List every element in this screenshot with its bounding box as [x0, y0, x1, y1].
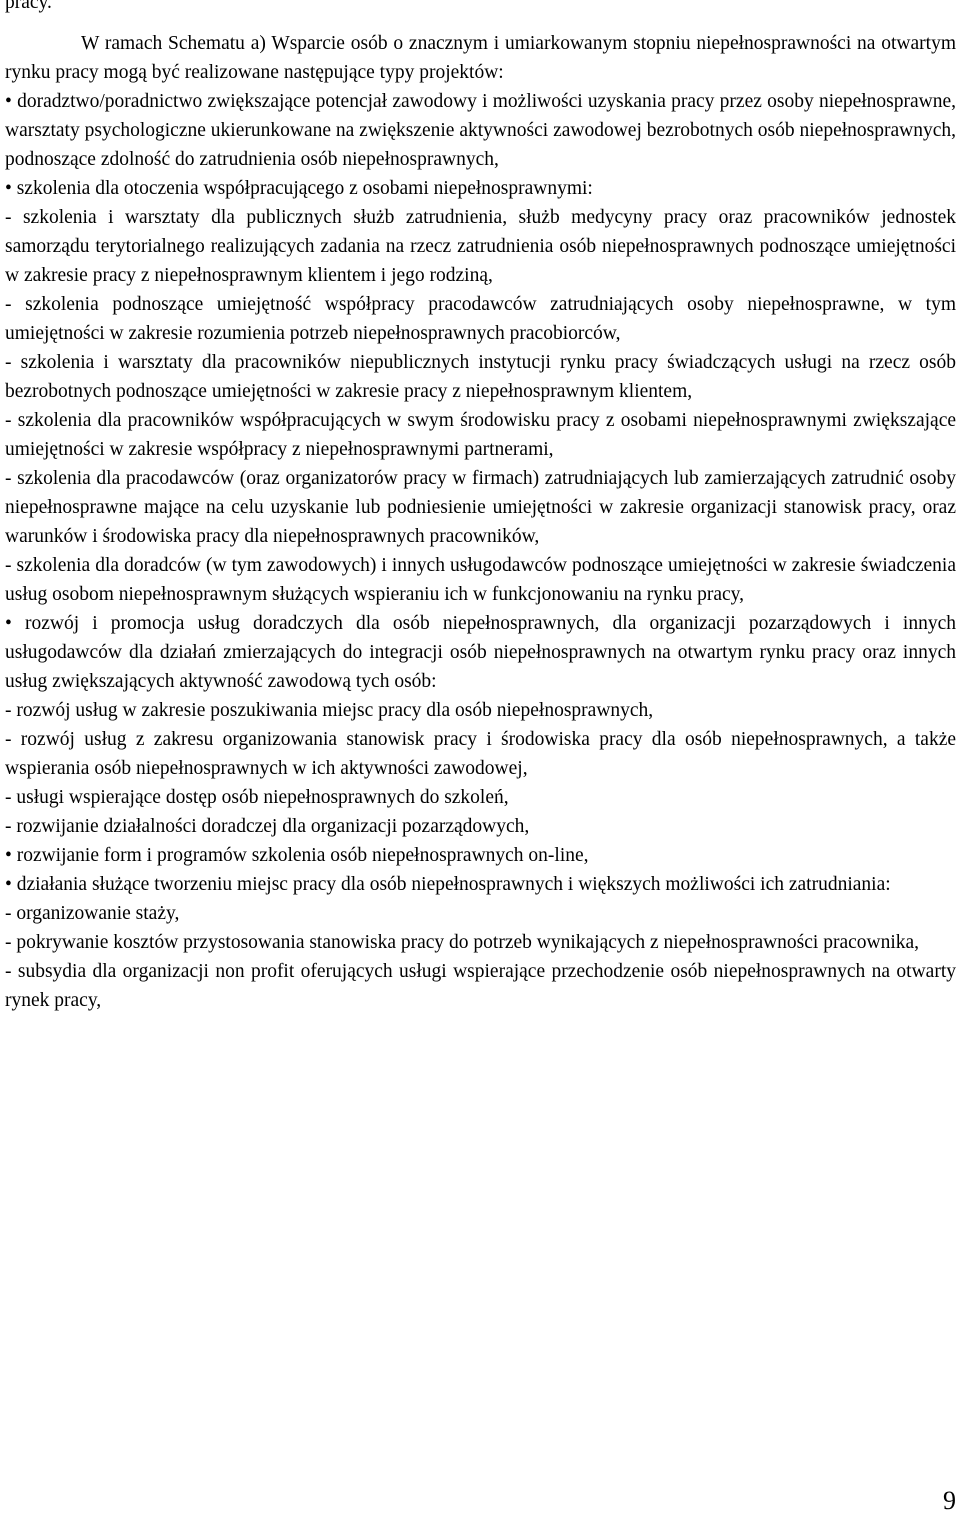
list-item: • działania służące tworzeniu miejsc pracy dla osób niepełnosprawnych i większych możliwości ich zatrudniania: — [5, 874, 891, 895]
list-item: - szkolenia podnoszące umiejętność współpracy pracodawców zatrudniających osoby niepełnosprawne, w tym umiejętności w zakresie rozumienia potrzeb niepełnosprawnych pracobiorców, — [5, 294, 956, 344]
page-number: 9 — [943, 1486, 956, 1515]
list-item: - rozwój usług w zakresie poszukiwania miejsc pracy dla osób niepełnosprawnych, — [5, 700, 654, 721]
list-item: • szkolenia dla otoczenia współpracującego z osobami niepełnosprawnymi: — [5, 178, 593, 199]
list-item: - szkolenia dla pracowników współpracujących w swym środowisku pracy z osobami niepełnosprawnymi zwiększające umiejętności w zakresie współpracy z niepełnosprawnymi partnerami, — [5, 410, 956, 460]
list-item: - organizowanie staży, — [5, 903, 180, 924]
previous-page-fragment: pracy. — [5, 0, 52, 13]
list-item: - rozwój usług z zakresu organizowania stanowisk pracy i środowiska pracy dla osób niepełnosprawnych, a także wspierania osób niepełnosprawnych w ich aktywności zawodowej, — [5, 729, 956, 779]
list-item: - subsydia dla organizacji non profit oferujących usługi wspierające przechodzenie osób niepełnosprawnych na otwarty rynek pracy, — [5, 961, 956, 1011]
intro-paragraph: W ramach Schematu a) Wsparcie osób o znacznym i umiarkowanym stopniu niepełnosprawności na otwartym rynku pracy mogą być realizowane następujące typy projektów: — [5, 33, 956, 83]
document-page — [5, 0, 956, 1015]
list-item: - pokrywanie kosztów przystosowania stanowiska pracy do potrzeb wynikających z niepełnosprawności pracownika, — [5, 932, 920, 953]
list-item: • rozwijanie form i programów szkolenia osób niepełnosprawnych on-line, — [5, 845, 589, 866]
list-item: • rozwój i promocja usług doradczych dla osób niepełnosprawnych, dla organizacji pozarządowych i innych usługodawców dla działań zmierzających do integracji osób niepełnosprawnych na otwartym rynku pracy oraz innych usług zwiększających aktywność zawodową tych osób: — [5, 613, 956, 692]
list-item: - szkolenia i warsztaty dla pracowników niepublicznych instytucji rynku pracy świadczących usługi na rzecz osób bezrobotnych podnoszące umiejętności w zakresie pracy z niepełnosprawnym klientem, — [5, 352, 956, 402]
list-item: - szkolenia i warsztaty dla publicznych służb zatrudnienia, służb medycyny pracy oraz pracowników jednostek samorządu terytorialnego realizujących zadania na rzecz zatrudnienia osób niepełnosprawnych podnoszące umiejętności w zakresie pracy z niepełnosprawnym klientem i jego rodziną, — [5, 207, 956, 286]
list-item: - usługi wspierające dostęp osób niepełnosprawnych do szkoleń, — [5, 787, 509, 808]
list-item: • doradztwo/poradnictwo zwiększające potencjał zawodowy i możliwości uzyskania pracy przez osoby niepełnosprawne, warsztaty psychologiczne ukierunkowane na zwiększenie aktywności zawodowej bezrobotnych osób niepełnosprawnych, podnoszące zdolność do zatrudnienia osób niepełnosprawnych, — [5, 91, 956, 170]
list-item: - szkolenia dla pracodawców (oraz organizatorów pracy w firmach) zatrudniających lub zamierzających zatrudnić osoby niepełnosprawne mające na celu uzyskanie lub podniesienie umiejętności w zakresie organizacji stanowisk pracy, oraz warunków i środowiska pracy dla niepełnosprawnych pracowników, — [5, 468, 956, 547]
list-item: - rozwijanie działalności doradczej dla organizacji pozarządowych, — [5, 816, 530, 837]
list-item: - szkolenia dla doradców (w tym zawodowych) i innych usługodawców podnoszące umiejętności w zakresie świadczenia usług osobom niepełnosprawnym służących wspieraniu ich w funkcjonowaniu na rynku pracy, — [5, 555, 956, 605]
